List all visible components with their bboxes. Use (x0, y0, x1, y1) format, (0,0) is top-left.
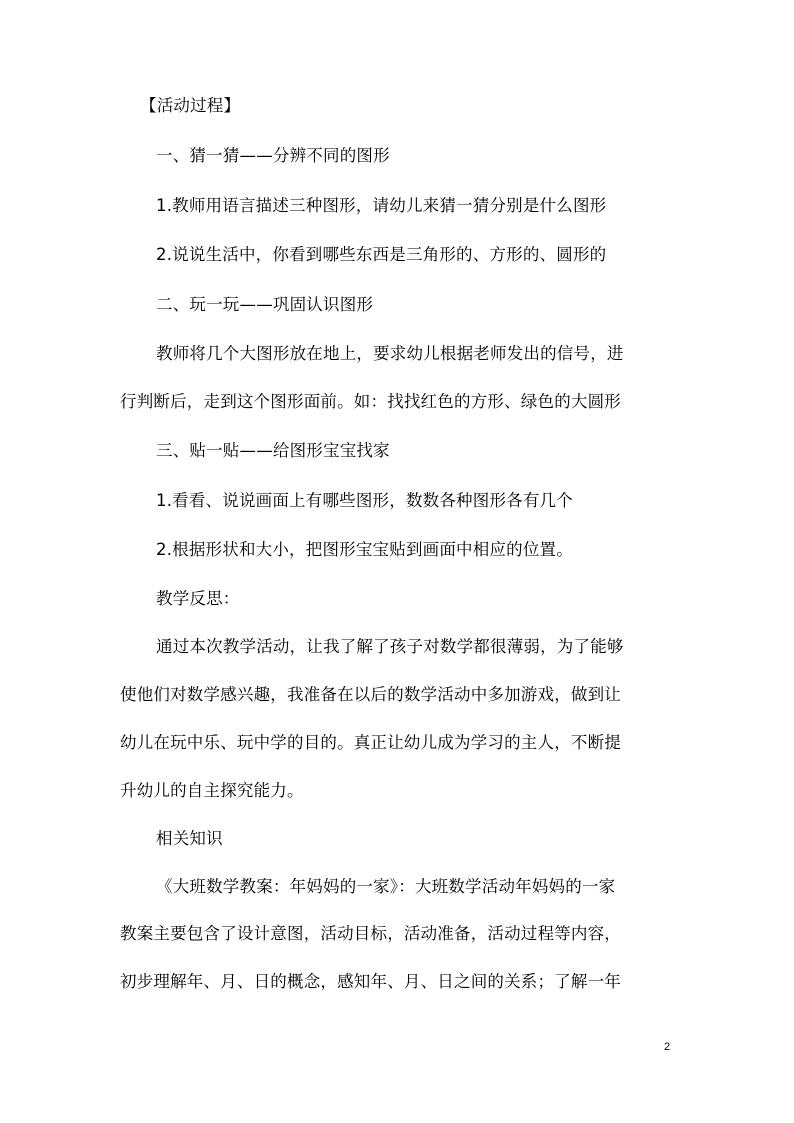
page-number: 2 (664, 1041, 671, 1053)
section-heading-activity-process: 【活动过程】 (140, 96, 241, 115)
paragraph-line: 教师将几个大图形放在地上，要求幼儿根据老师发出的信号，进 (156, 344, 624, 363)
list-item: 1.看看、说说画面上有哪些图形，数数各种图形各有几个 (156, 491, 573, 510)
section-heading-play: 二、玩一玩——巩固认识图形 (156, 295, 374, 314)
paragraph-line: 升幼儿的自主探究能力。 (120, 781, 304, 800)
paragraph-line: 使他们对数学感兴趣，我准备在以后的数学活动中多加游戏，做到让 (120, 685, 621, 704)
paragraph-line: 幼儿在玩中乐、玩中学的目的。真正让幼儿成为学习的主人，不断提 (120, 733, 621, 752)
section-heading-guess: 一、猜一猜——分辨不同的图形 (156, 146, 390, 165)
paragraph-line: 通过本次教学活动，让我了解了孩子对数学都很薄弱，为了能够 (156, 637, 624, 656)
paragraph-line: 《大班数学教案：年妈妈的一家》：大班数学活动年妈妈的一家 (156, 877, 616, 896)
list-item: 2.根据形状和大小，把图形宝宝贴到画面中相应的位置。 (156, 540, 573, 559)
list-item: 2.说说生活中，你看到哪些东西是三角形的、方形的、圆形的 (156, 245, 607, 264)
list-item: 1.教师用语言描述三种图形，请幼儿来猜一猜分别是什么图形 (156, 196, 607, 215)
section-heading-stick: 三、贴一贴——给图形宝宝找家 (156, 441, 390, 460)
section-heading-reflection: 教学反思： (156, 589, 240, 608)
section-heading-related-knowledge: 相关知识 (156, 829, 223, 848)
paragraph-line: 行判断后，走到这个图形面前。如：找找红色的方形、绿色的大圆形 (120, 392, 621, 411)
paragraph-line: 教案主要包含了设计意图，活动目标，活动准备，活动过程等内容， (120, 924, 621, 943)
paragraph-line: 初步理解年、月、日的概念，感知年、月、日之间的关系；了解一年 (120, 972, 621, 991)
